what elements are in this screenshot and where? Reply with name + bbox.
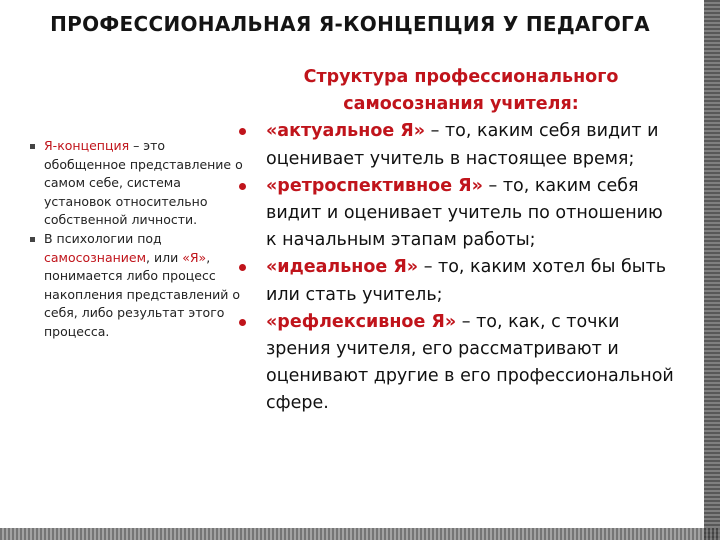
item-text: – то, каким себя видит и оценивает учитель в настоящее время; bbox=[266, 121, 659, 169]
bullet-icon bbox=[239, 264, 246, 271]
item-text: – то, каким себя видит и оценивает учитель по отношению к начальным этапам работы; bbox=[266, 175, 663, 251]
list-item-actual-self bbox=[236, 118, 676, 172]
structure-heading: Структура профессионального самосознания учителя: bbox=[303, 67, 619, 115]
definition-text-part: , понимается либо процесс накопления представлений о себя, либо результат этого процесса. bbox=[44, 249, 241, 339]
bullet-icon bbox=[239, 183, 246, 190]
item-text: – то, каким хотел бы быть или стать учитель; bbox=[266, 257, 667, 305]
slide-title: ПРОФЕССИОНАЛЬНАЯ Я-КОНЦЕПЦИЯ У ПЕДАГОГА bbox=[50, 12, 650, 36]
list-item-ideal-self bbox=[236, 254, 676, 308]
definition-text-part: В психологии под bbox=[44, 230, 162, 246]
left-bullet-self-concept bbox=[30, 137, 245, 230]
term-self-awareness: самосознанием bbox=[44, 249, 147, 265]
right-text-column bbox=[236, 64, 676, 418]
term-label: «рефлексивное Я» bbox=[266, 311, 457, 332]
left-text-column bbox=[30, 137, 245, 342]
term-label: «ретроспективное Я» bbox=[266, 175, 483, 196]
bottom-edge-decoration bbox=[0, 528, 720, 540]
term-self-concept: Я-концепция bbox=[44, 138, 130, 153]
square-bullet-icon bbox=[30, 237, 35, 242]
item-text: – то, как, с точки зрения учителя, его рассматривают и оценивают другие в его профессиональной сфере. bbox=[266, 311, 674, 414]
term-label: «идеальное Я» bbox=[266, 257, 419, 278]
bullet-icon bbox=[239, 128, 246, 135]
definition-text: – это обобщенное представление о самом себе, система установок относительно собственной личности. bbox=[44, 138, 243, 228]
list-item-retrospective-self bbox=[236, 173, 676, 255]
list-item-reflexive-self bbox=[236, 309, 676, 418]
right-edge-decoration bbox=[704, 0, 720, 540]
left-bullet-self-awareness bbox=[30, 230, 245, 342]
term-ya: «Я» bbox=[182, 249, 207, 265]
definition-text-part: , или bbox=[146, 249, 183, 265]
square-bullet-icon bbox=[30, 144, 35, 149]
bullet-icon bbox=[239, 319, 246, 326]
term-label: «актуальное Я» bbox=[266, 121, 426, 142]
